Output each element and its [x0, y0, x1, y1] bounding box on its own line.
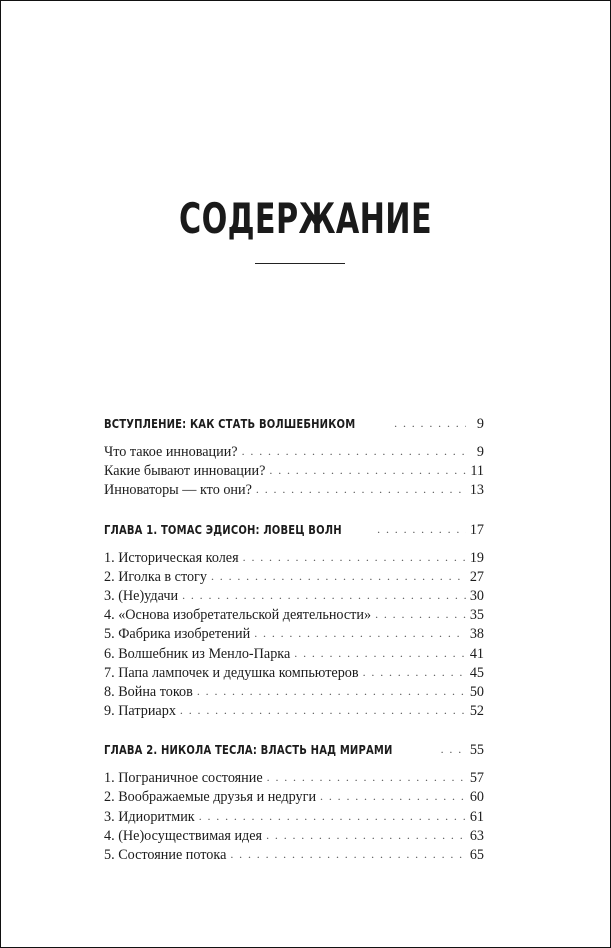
dot-leader	[266, 826, 466, 845]
toc-entry-label: 2. Иголка в стогу	[104, 568, 211, 587]
toc-page-number: 45	[469, 664, 484, 681]
toc-entry-label: 2. Воображаемые друзья и недруги	[104, 788, 320, 807]
toc-entry[interactable]	[104, 788, 484, 807]
toc-entry-label: 6. Волшебник из Менло-Парка	[104, 645, 294, 664]
dot-leader	[441, 739, 466, 759]
toc-page-number: 50	[469, 683, 484, 700]
toc-entry[interactable]	[104, 443, 484, 462]
toc-entry-label: 4. «Основа изобретательской деятельности»	[104, 606, 375, 625]
toc-page-number: 11	[470, 463, 484, 480]
dot-leader	[394, 413, 466, 433]
toc-page-number: 65	[469, 847, 484, 863]
dot-leader	[267, 768, 466, 787]
toc-page-number: 9	[476, 416, 484, 432]
toc-entry[interactable]	[104, 827, 484, 846]
dot-leader	[256, 480, 466, 499]
toc-entry-label: 7. Папа лампочек и дедушка компьютеров	[104, 664, 363, 683]
toc-page-number: 30	[469, 587, 484, 604]
dot-leader	[211, 567, 466, 586]
toc-entry-label: 5. Состояние потока	[104, 846, 230, 865]
toc-page-number: 61	[469, 808, 484, 825]
toc-entry[interactable]	[104, 846, 484, 865]
toc-heading-label: ГЛАВА 2. НИКОЛА ТЕСЛА: ВЛАСТЬ НАД МИРАМИ	[104, 740, 396, 760]
page-title: СОДЕРЖАНИЕ	[179, 194, 432, 243]
toc-section-heading[interactable]	[104, 520, 484, 540]
toc-page-number: 9	[476, 444, 484, 460]
toc-entry[interactable]	[104, 808, 484, 827]
toc-entry[interactable]	[104, 549, 484, 568]
toc-entry[interactable]	[104, 702, 484, 721]
toc-section-heading[interactable]	[104, 740, 484, 760]
toc-section-heading[interactable]	[104, 414, 484, 434]
dot-leader	[320, 787, 466, 806]
table-of-contents	[104, 414, 484, 865]
toc-page-number: 19	[469, 549, 484, 566]
toc-page-number: 63	[469, 827, 484, 844]
toc-page-number: 38	[469, 626, 484, 643]
toc-entry[interactable]	[104, 645, 484, 664]
dot-leader	[242, 442, 466, 461]
toc-entry-label: 5. Фабрика изобретений	[104, 625, 254, 644]
toc-entry[interactable]	[104, 462, 484, 481]
toc-page-number: 17	[469, 521, 484, 538]
toc-page-number: 13	[469, 482, 484, 499]
toc-entry-label: 9. Патриарх	[104, 702, 180, 721]
toc-entry[interactable]	[104, 683, 484, 702]
dot-leader	[363, 663, 466, 682]
toc-entry-label: 3. Идиоритмик	[104, 808, 199, 827]
toc-entry-label: 4. (Не)осуществимая идея	[104, 827, 266, 846]
dot-leader	[269, 461, 466, 480]
toc-entry[interactable]	[104, 664, 484, 683]
toc-page-number: 35	[469, 607, 484, 624]
dot-leader	[180, 701, 466, 720]
title-divider	[255, 263, 345, 264]
dot-leader	[294, 644, 466, 663]
dot-leader	[182, 586, 466, 605]
toc-page-number: 57	[469, 770, 484, 787]
toc-page-number: 27	[469, 568, 484, 585]
toc-heading-label: ВСТУПЛЕНИЕ: КАК СТАТЬ ВОЛШЕБНИКОМ	[104, 414, 359, 434]
toc-entry-label: Что такое инновации?	[104, 443, 242, 462]
toc-entry-label: 3. (Не)удачи	[104, 587, 182, 606]
toc-entry[interactable]	[104, 587, 484, 606]
toc-entry[interactable]	[104, 568, 484, 587]
toc-entry-label: 1. Пограничное состояние	[104, 769, 267, 788]
toc-entry[interactable]	[104, 481, 484, 500]
toc-entry[interactable]	[104, 625, 484, 644]
dot-leader	[197, 682, 466, 701]
toc-heading-label: ГЛАВА 1. ТОМАС ЭДИСОН: ЛОВЕЦ ВОЛН	[104, 520, 345, 540]
toc-entry-label: 8. Война токов	[104, 683, 197, 702]
dot-leader	[254, 624, 466, 643]
toc-entry-label: Какие бывают инновации?	[104, 462, 269, 481]
toc-page-number: 41	[469, 645, 484, 662]
toc-page-number: 55	[469, 742, 484, 759]
toc-entry-label: 1. Историческая колея	[104, 549, 243, 568]
dot-leader	[377, 519, 466, 539]
dot-leader	[199, 807, 466, 826]
toc-page-number: 60	[469, 789, 484, 806]
toc-page-number: 52	[469, 703, 484, 720]
dot-leader	[243, 548, 466, 567]
toc-entry[interactable]	[104, 769, 484, 788]
toc-entry-label: Инноваторы — кто они?	[104, 481, 256, 500]
toc-entry[interactable]	[104, 606, 484, 625]
dot-leader	[230, 845, 465, 864]
dot-leader	[375, 605, 466, 624]
